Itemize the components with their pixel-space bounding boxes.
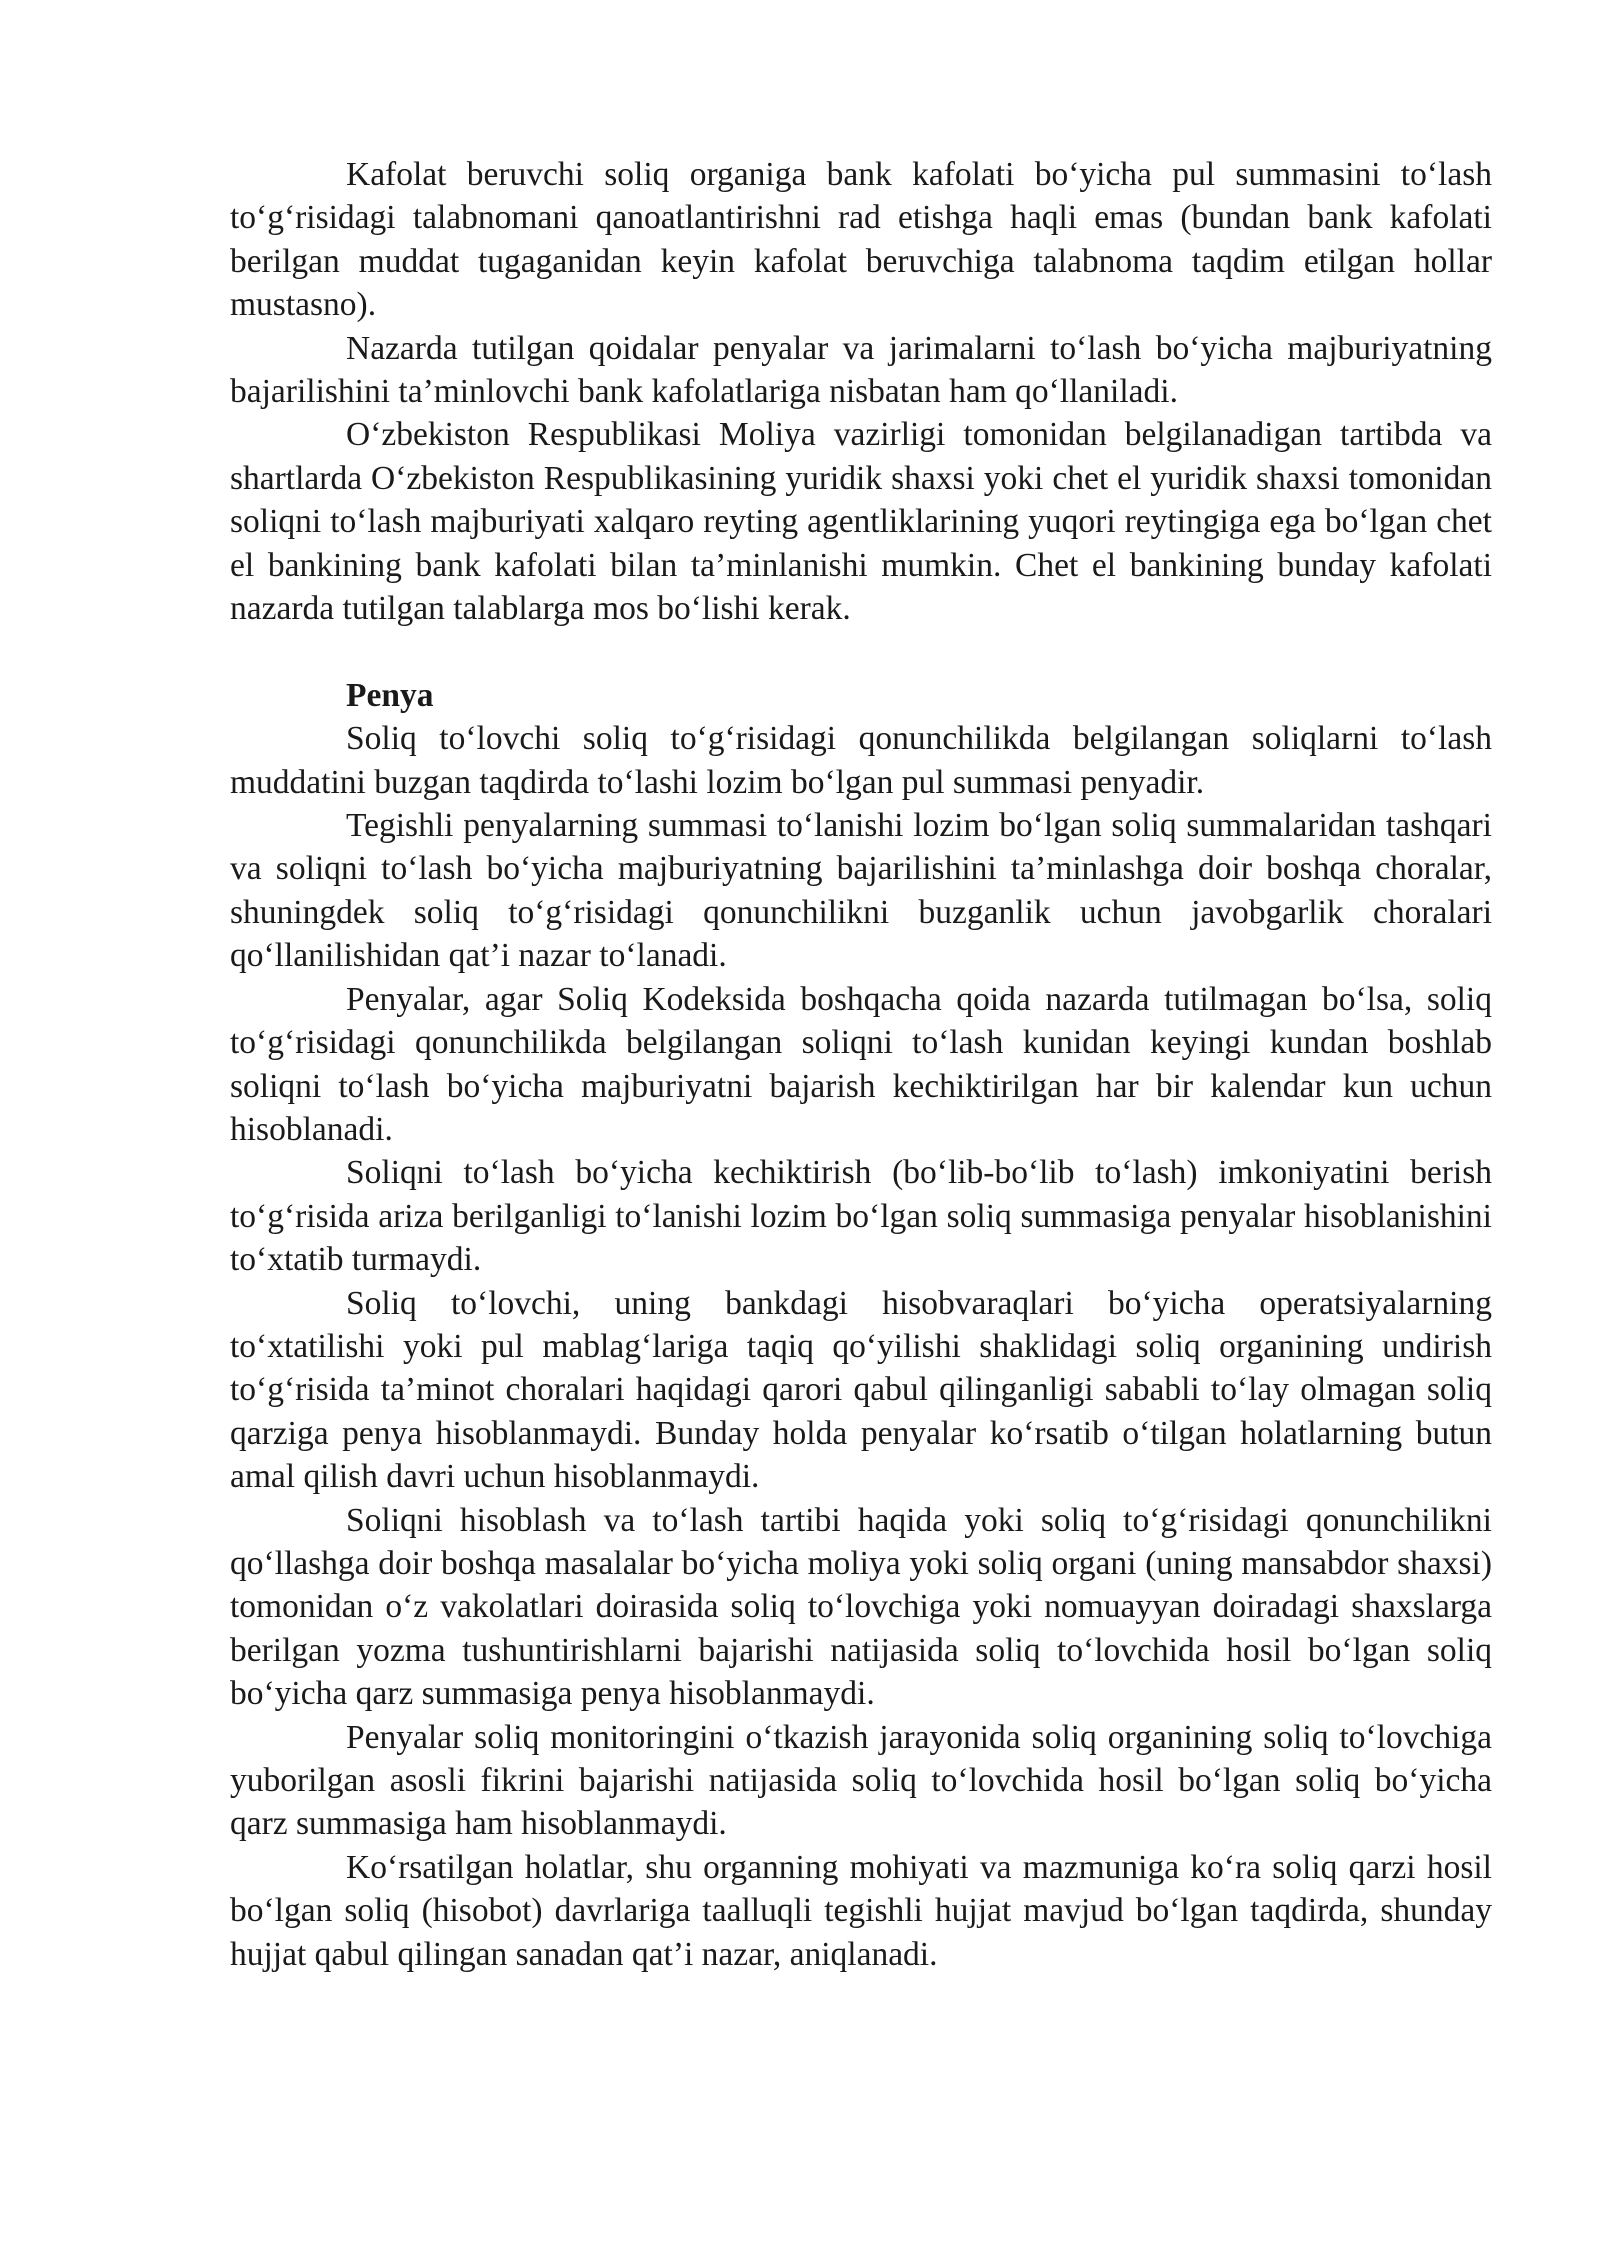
section-heading-penya: Penya xyxy=(346,676,434,714)
paragraph-written-explanations: Soliqni hisoblash va to‘lash tartibi haqida yoki soliq to‘g‘risidagi qonunchilikni qo‘llashga doir boshqa masalalar bo‘yicha moliya yoki soliq organi (uning mansabdor shaxsi) tomonidan o‘z vakolatlari doirasida soliq to‘lovchiga yoki nomuayyan doiradagi shaxslarga berilgan yozma tushuntirishlarni bajarishi natijasida soliq to‘lovchida hosil bo‘lgan soliq bo‘yicha qarz summasiga penya hisoblanmaydi. xyxy=(230,1501,1492,1713)
paragraph-rules-apply-penalties: Nazarda tutilgan qoidalar penyalar va jarimalarni to‘lash bo‘yicha majburiyatning bajarilishini ta’minlovchi bank kafolatlariga nisbatan ham qo‘llaniladi. xyxy=(230,329,1492,411)
paragraph-penya-calculation: Penyalar, agar Soliq Kodeksida boshqacha qoida nazarda tutilmagan bo‘lsa, soliq to‘g‘risidagi qonunchilikda belgilangan soliqni to‘lash kunidan keyingi kundan boshlab soliqni to‘lash bo‘yicha majburiyatni bajarish kechiktirilgan har bir kalendar kun uchun hisoblanadi. xyxy=(230,980,1492,1148)
paragraph-foreign-bank-guarantee: O‘zbekiston Respublikasi Moliya vazirligi tomonidan belgilanadigan tartibda va shartlarda O‘zbekiston Respublikasining yuridik shaxsi yoki chet el yuridik shaxsi tomonidan soliqni to‘lash majburiyati xalqaro reyting agentliklarining yuqori reytingiga ega bo‘lgan chet el bankining bank kafolati bilan ta’minlanishi mumkin. Chet el bankining bunday kafolati nazarda tutilgan talablarga mos bo‘lishi kerak. xyxy=(230,416,1492,628)
paragraph-tax-monitoring: Penyalar soliq monitoringini o‘tkazish jarayonida soliq organining soliq to‘lovchiga yuborilgan asosli fikrini bajarishi natijasida soliq to‘lovchida hosil bo‘lgan soliq bo‘yicha qarz summasiga ham hisoblanmaydi. xyxy=(230,1718,1492,1843)
paragraph-circumstances-determined: Ko‘rsatilgan holatlar, shu organning mohiyati va mazmuniga ko‘ra soliq qarzi hosil bo‘lgan soliq (hisobot) davrlariga taalluqli tegishli hujjat mavjud bo‘lgan taqdirda, shunday hujjat qabul qilingan sanadan qat’i nazar, aniqlanadi. xyxy=(230,1848,1492,1973)
paragraph-deferral-application: Soliqni to‘lash bo‘yicha kechiktirish (bo‘lib-bo‘lib to‘lash) imkoniyatini berish to‘g‘risida ariza berilganligi to‘lanishi lozim bo‘lgan soliq summasiga penyalar hisoblanishini to‘xtatib turmaydi. xyxy=(230,1154,1492,1279)
document-page xyxy=(230,153,1492,1976)
paragraph-suspended-operations: Soliq to‘lovchi, uning bankdagi hisobvaraqlari bo‘yicha operatsiyalarning to‘xtatilishi yoki pul mablag‘lariga taqiq qo‘yilishi shaklidagi soliq organining undirish to‘g‘risida ta’minot choralari haqidagi qarori qabul qilinganligi sababli to‘lay olmagan soliq qarziga penya hisoblanmaydi. Bunday holda penyalar ko‘rsatib o‘tilgan holatlarning butun amal qilish davri uchun hisoblanmaydi. xyxy=(230,1284,1492,1496)
paragraph-bank-guarantee-demand: Kafolat beruvchi soliq organiga bank kafolati bo‘yicha pul summasini to‘lash to‘g‘risidagi talabnomani qanoatlantirishni rad etishga haqli emas (bundan bank kafolati berilgan muddat tugaganidan keyin kafolat beruvchiga talabnoma taqdim etilgan hollar mustasno). xyxy=(230,156,1492,324)
paragraph-penya-definition: Soliq to‘lovchi soliq to‘g‘risidagi qonunchilikda belgilangan soliqlarni to‘lash muddatini buzgan taqdirda to‘lashi lozim bo‘lgan pul summasi penyadir. xyxy=(230,720,1492,801)
paragraph-penya-paid-regardless: Tegishli penyalarning summasi to‘lanishi lozim bo‘lgan soliq summalaridan tashqari va soliqni to‘lash bo‘yicha majburiyatning bajarilishini ta’minlashga doir boshqa choralar, shuningdek soliq to‘g‘risidagi qonunchilikni buzganlik uchun javobgarlik choralari qo‘llanilishidan qat’i nazar to‘lanadi. xyxy=(230,807,1492,975)
